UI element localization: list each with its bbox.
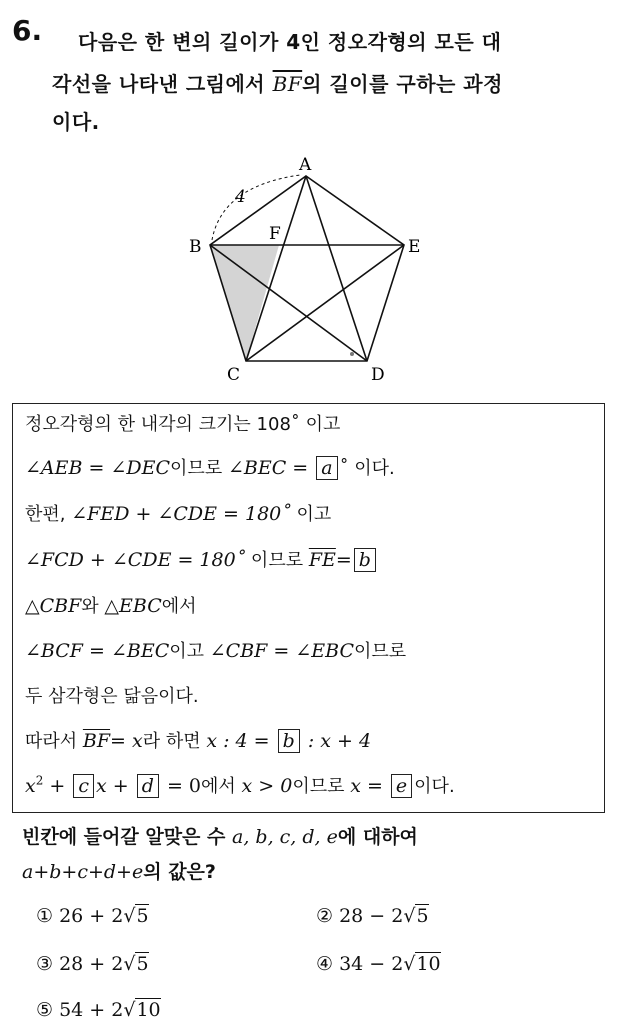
- blank-e: e: [391, 774, 412, 798]
- segment-fe: $\overline{FE}$: [308, 549, 336, 571]
- label-side-length: 4: [235, 187, 246, 207]
- choice-2[interactable]: ② 28 − 2√5: [316, 905, 429, 927]
- proof-box: [12, 403, 605, 813]
- stem-line-1: 다음은 한 변의 길이가 4인 정오각형의 모든 대: [78, 30, 502, 54]
- ask-expression: a+b+c+d+e: [22, 861, 144, 883]
- blank-d: d: [137, 774, 159, 798]
- label-a: A: [299, 155, 312, 175]
- proof-line-3: 한편, ∠FED + ∠CDE = 180˚ 이고: [25, 503, 332, 525]
- segment-bf: $\overline{BF}$: [272, 72, 303, 96]
- choice-3[interactable]: ③ 28 + 2√5: [36, 953, 149, 975]
- proof-line-2: ∠AEB = ∠DEC이므로 ∠BEC = a ˚ 이다.: [25, 457, 395, 479]
- label-f: F: [269, 224, 281, 244]
- stem-line-3: 이다.: [52, 110, 100, 134]
- proof-line-5: △CBF와 △EBC에서: [25, 595, 197, 617]
- label-b: B: [189, 237, 202, 257]
- choice-5[interactable]: ⑤ 54 + 2√10: [36, 999, 161, 1021]
- question-number: 6.: [12, 14, 43, 47]
- choice-1[interactable]: ① 26 + 2√5: [36, 905, 149, 927]
- angle-mark: [350, 352, 354, 356]
- proof-line-7: 두 삼각형은 닮음이다.: [25, 686, 199, 707]
- segment-bf-proof: $\overline{BF}$: [82, 730, 111, 752]
- ask-line-2: a+b+c+d+e의 값은?: [22, 861, 216, 883]
- label-e: E: [408, 237, 421, 257]
- proof-line-1: 정오각형의 한 내각의 크기는 108˚ 이고: [25, 414, 341, 435]
- ask-variables: a, b, c, d, e: [232, 826, 338, 848]
- label-d: D: [371, 365, 385, 385]
- ask-line-1: 빈칸에 들어갈 알맞은 수 a, b, c, d, e에 대하여: [22, 826, 418, 848]
- blank-b: b: [354, 548, 376, 572]
- stem-line-2: 각선을 나타낸 그림에서 $\overline{BF}$의 길이를 구하는 과정: [52, 72, 503, 96]
- blank-c: c: [73, 774, 94, 798]
- blank-b-ratio: b: [278, 729, 300, 753]
- proof-line-6: ∠BCF = ∠BEC이고 ∠CBF = ∠EBC이므로: [25, 640, 407, 662]
- pentagon-figure: [0, 0, 631, 400]
- proof-line-8: 따라서 $\overline{BF}= x$라 하면 x : 4 = b : x + 4: [25, 730, 372, 752]
- proof-line-4: ∠FCD + ∠CDE = 180˚ 이므로 $\overline{FE}= b$: [25, 546, 378, 572]
- label-c: C: [227, 365, 241, 385]
- proof-line-9: $x^2 + c$ x + d = 0에서 x > 0이므로 x = e 이다.: [25, 773, 455, 797]
- diagonal-ad: [306, 176, 367, 361]
- side-length-arc: [212, 175, 300, 240]
- choice-4[interactable]: ④ 34 − 2√10: [316, 953, 441, 975]
- blank-a: a: [316, 456, 337, 480]
